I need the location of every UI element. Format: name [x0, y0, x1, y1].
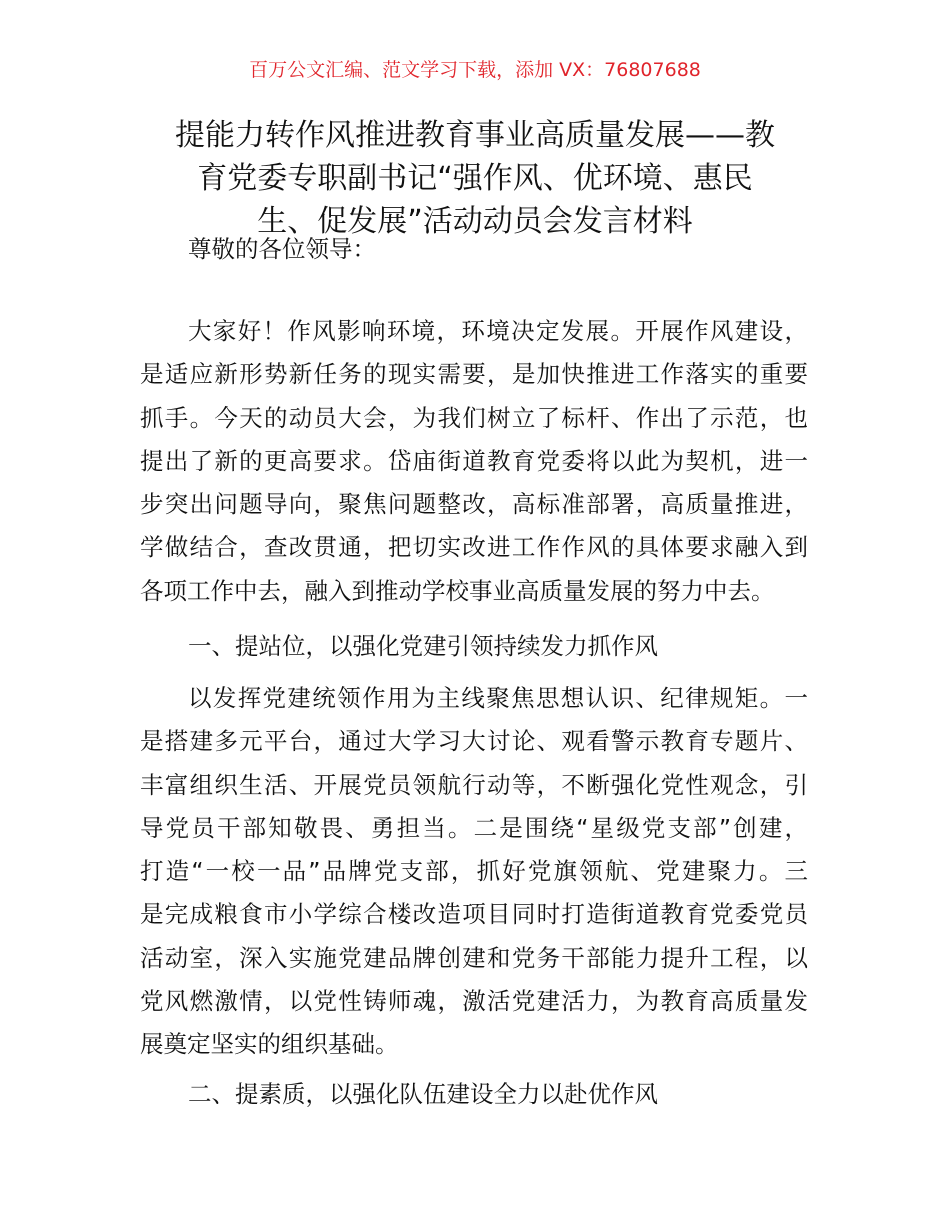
text-line: 党风燃激情，以党性铸师魂，激活党建活力，为教育高质量发 [140, 987, 808, 1016]
title-line: 生、促发展”活动动员会发言材料 [257, 204, 693, 239]
text-line: 学做结合，查改贯通，把切实改进工作作风的具体要求融入到 [140, 533, 808, 562]
text-line: 是适应新形势新任务的现实需要，是加快推进工作落实的重要 [140, 360, 808, 389]
text-line: 是完成粮食市小学综合楼改造项目同时打造街道教育党委党员 [140, 900, 808, 929]
title-line: 提能力转作风推进教育事业高质量发展——教 [175, 118, 775, 153]
salutation: 尊敬的各位领导： [188, 235, 376, 263]
text-line: 以发挥党建统领作用为主线聚焦思想认识、纪律规矩。一 [188, 684, 808, 712]
text-line: 导党员干部知敬畏、勇担当。二是围绕“星级党支部”创建， [140, 813, 808, 842]
text-line: 是搭建多元平台，通过大学习大讨论、观看警示教育专题片、 [140, 727, 808, 756]
text-line: 活动室，深入实施党建品牌创建和党务干部能力提升工程，以 [140, 943, 808, 972]
section1-paragraph [140, 677, 808, 1067]
text-line: 抓手。今天的动员大会，为我们树立了标杆、作出了示范，也 [140, 403, 808, 432]
watermark-header: 百万公文汇编、范文学习下载，添加 VX：76807688 [249, 59, 701, 81]
text-line: 步突出问题导向，聚焦问题整改，高标准部署，高质量推进， [140, 490, 808, 519]
text-line: 大家好！作风影响环境，环境决定发展。开展作风建设， [188, 317, 808, 345]
section-heading-1-block [140, 625, 808, 668]
text-line: 打造“一校一品”品牌党支部，抓好党旗领航、党建聚力。三 [140, 857, 808, 886]
text-line: 提出了新的更高要求。岱庙街道教育党委将以此为契机，进一 [140, 446, 808, 475]
text-line: 各项工作中去，融入到推动学校事业高质量发展的努力中去。 [140, 576, 775, 605]
salutation-paragraph [140, 228, 808, 271]
document-title [140, 114, 810, 243]
text-line: 丰富组织生活、开展党员领航行动等，不断强化党性观念，引 [140, 770, 808, 799]
text-line: 展奠定坚实的组织基础。 [140, 1030, 399, 1059]
section-heading: 二、提素质，以强化队伍建设全力以赴优作风 [188, 1080, 658, 1108]
section-heading: 一、提站位，以强化党建引领持续发力抓作风 [188, 632, 658, 660]
intro-paragraph [140, 310, 808, 613]
section-heading-2-block [140, 1073, 808, 1116]
title-line: 育党委专职副书记“强作风、优环境、惠民 [197, 161, 753, 196]
